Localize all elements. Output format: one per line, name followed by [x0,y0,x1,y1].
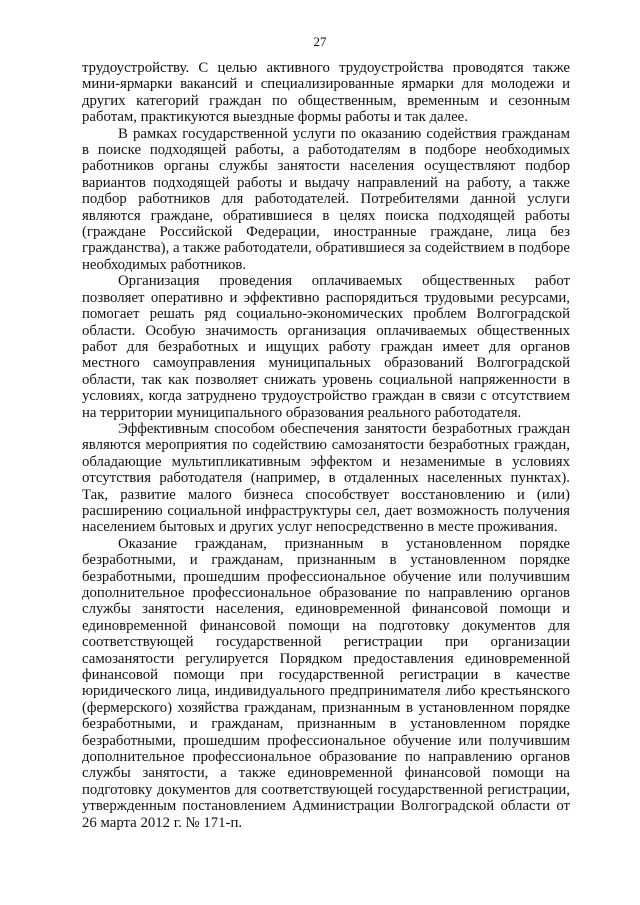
page-number: 27 [313,34,327,49]
paragraph-self-employment: Эффективным способом обеспечения занятости безработных граждан являются мероприятия по содействию самозанятости безработных граждан, обладающие мультипликативным эффектом и незаменимые в условиях отсутствия работодателя (например, в отдаленных населенных пунктах). Так, развитие малого бизнеса способствует восстановлению и (или) расширению социальной инфраструктуры сел, дает возможность получения населением бытовых и других услуг непосредственно в месте проживания. [82,420,570,536]
paragraph-continuation: трудоустройству. С целью активного трудоустройства проводятся также мини-ярмарки вакансий и специализированные ярмарки для молодежи и других категорий граждан по общественным, временным и сезонным работам, практикуются выездные формы работы и так далее. [82,60,570,126]
paragraph-employment-assistance: В рамках государственной услуги по оказанию содействия гражданам в поиске подходящей работы, а работодателям в подборе необходимых работников органы службы занятости населения осуществляют подбор вариантов подходящей работы и выдачу направлений на работу, а также подбор работников для работодателей. Потребителями данной услуги являются граждане, обратившиеся в целях поиска подходящей работы (граждане Российской Федерации, иностранные граждане, лица без гражданства), а также работодатели, обратившиеся за содействием в подборе необходимых работников. [82,125,570,273]
document-body [82,60,570,831]
paragraph-public-works: Организация проведения оплачиваемых общественных работ позволяет оперативно и эффективно распорядиться трудовыми ресурсами, помогает решать ряд социально-экономических проблем Волгоградской области. Особую значимость организация оплачиваемых общественных работ для безработных и ищущих работу граждан имеет для органов местного самоуправления муниципальных образований Волгоградской области, так как позволяет снижать уровень социальной напряженности в условиях, когда затруднено трудоустройство граждан в связи с отсутствием на территории муниципального образования реального работодателя. [82,273,570,421]
paragraph-financial-assistance: Оказание гражданам, признанным в установленном порядке безработными, и гражданам, признанным в установленном порядке безработными, прошедшим профессиональное обучение или получившим дополнительное профессиональное образование по направлению органов службы занятости населения, единовременной финансовой помощи и единовременной финансовой помощи на подготовку документов для соответствующей государственной регистрации при организации самозанятости регулируется Порядком предоставления единовременной финансовой помощи при государственной регистрации в качестве юридического лица, индивидуального предпринимателя либо крестьянского (фермерского) хозяйства гражданам, признанным в установленном порядке безработными, и гражданам, признанным в установленном порядке безработными, прошедшим профессиональное обучение или получившим дополнительное профессиональное образование по направлению органов службы занятости, а также единовременной финансовой помощи на подготовку документов для соответствующей государственной регистрации, утвержденным постановлением Администрации Волгоградской области от 26 марта 2012 г. № 171-п. [82,535,570,831]
